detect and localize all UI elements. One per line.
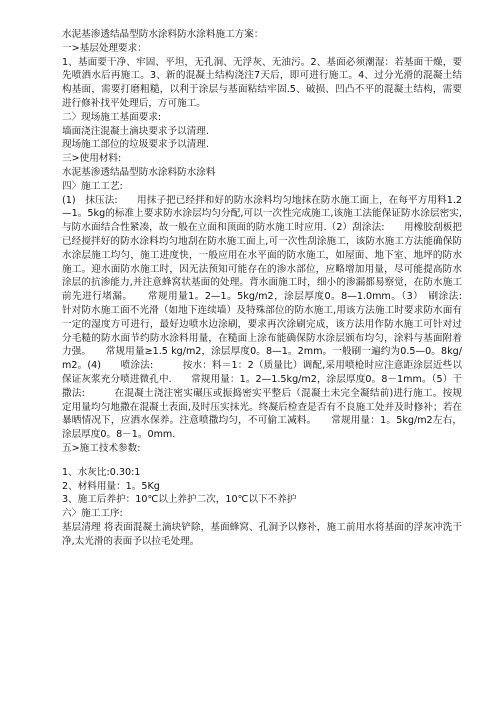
section-heading: 二〉现场施工基面要求: [62, 111, 162, 123]
paragraph: 基层清理 将表面混凝土滴块铲除，基面蜂窝、孔洞予以修补，施工前用水将基面的浮灰冲洗干净,太光滑的表面予以拉毛处理。 [62, 521, 462, 547]
document-page [62, 28, 482, 548]
section-heading: 六〉施工工序: [62, 508, 123, 520]
text-line: 现场施工部位的垃圾要求予以清理. [62, 139, 209, 151]
paragraph: 1、基面要干净、牢固、平坦，无孔洞、无浮灰、无油污。2、基面必须潮湿：若基面干燥，要先喷洒水后再施工。3、新的混凝土结构浇注7天后，即可进行施工。4、过分光滑的混凝土结构基面，需要打磨粗糙，以利于涂层与基面粘结牢固.5、破损、凹凸不平的混凝土结构，需要进行修补找平处理后，方可施工。 [62, 56, 462, 109]
document-title: 水泥基渗透结晶型防水涂料防水涂料施工方案： [62, 29, 264, 40]
section-heading: 一>基层处理要求： [62, 42, 147, 54]
section-heading: 三>使用材料: [62, 153, 122, 165]
spacer [62, 456, 462, 466]
section-heading: 五>施工技术参数: [62, 442, 141, 454]
text-line: 墙面浇注混凝土滴块要求予以清理. [62, 125, 209, 137]
text-line: 2、材料用量：1。5Kg [62, 480, 160, 492]
paragraph: (1) 抹压法: 用抹子把已经拌和好的防水涂料均匀地抹在防水施工面上，在每平方用料1.2—1。5kg的标准上要求防水涂层均匀分配,可以一次性完成施工,该施工法能保证防水涂层密实,与防水面结合性紧凑，故一般在立面和顶面的防水施工时应用.（2）刮涂法: 用橡胶刮板把已经搅拌好的防水涂料均匀地刮在防水施工面上,可一次性刮涂施工，该防水施工方法能确保防水涂层施工均匀，施工进度快，一般应用在水平面的防水施工，如屋面、地下室、地坪的防水施工。迎水面防水施工时，因无法预知可能存在的渗水部位，应略增加用量，尽可能提高防水涂层的抗渗能力,并注意蜂窝状基面的处理。背水面施工时，细小的渗漏都易察觉，在防水施工前先进行堵漏。 常规用量1。2—1。5kg/m2，涂层厚度0。8—1.0mm。（3） 刷涂法: 针对防水施工面不光滑（如地下连续墙）及特殊部位的防水施工,用该方法施工时要求防水面有一定的湿度方可进行，最好边喷水边涂刷，要求再次涂刷完成，该方法用作防水施工可针对过分毛糙的防水面节约防水涂料用量，在糙面上涂布能确保防水涂层颁布均匀，涂料与基面附着力强。 常规用量≥1.5 kg/m2，涂层厚度0。8—1。2mm。一般刷一遍约为0.5—0。8kg/m2。(4) 喷涂法: 按水：料＝1：2（质量比）调配,采用喷枪时应注意距涂层近些以保证灰浆充分喷进微孔中. 常规用量：1。2—1.5kg/m2，涂层厚度0。8－1mm。（5）干撒法: 在混凝土浇注密实碾压或振捣密实平整后（混凝土未完全凝结前)进行施工。按规定用量均匀地撒在混凝土表面,及时压实抹光。终凝后检查是否有不良施工处并及时修补；若在暴晒情况下，应洒水保养。注意喷撒均匀，不可偷工减料。 常规用量：1。5kg/m2左右，涂层厚度0。8－1。0mm. [62, 194, 482, 441]
text-line: 3、施工后养护：10℃以上养护二次，10℃以下不养护 [62, 494, 297, 506]
section-heading: 四〉施工工艺: [62, 180, 123, 192]
text-line: 水泥基渗透结晶型防水涂料防水涂料 [62, 166, 216, 178]
text-line: 1、水灰比:0.30:1 [62, 466, 141, 478]
